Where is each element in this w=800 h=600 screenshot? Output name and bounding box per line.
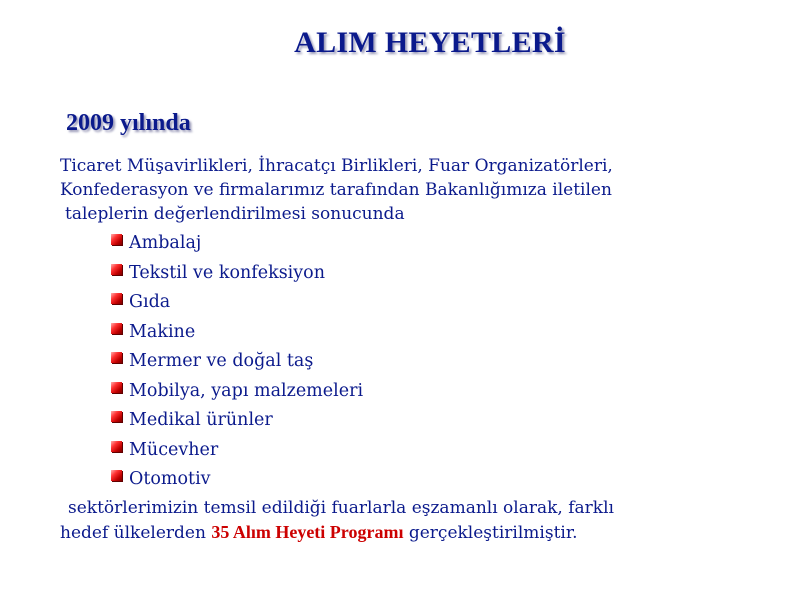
intro-line: Konfederasyon ve firmalarımız tarafından Bakanlığımıza iletilen <box>60 180 612 200</box>
list-item <box>111 318 363 348</box>
bullet-icon <box>111 264 122 275</box>
list-item <box>111 347 363 377</box>
outro-text-after: gerçekleştirilmiştir. <box>403 523 578 543</box>
list-item <box>111 229 363 259</box>
sector-label: Makine <box>129 321 196 342</box>
bullet-icon <box>111 352 122 363</box>
sector-label: Mücevher <box>129 439 219 460</box>
sector-label: Tekstil ve konfeksiyon <box>129 262 325 283</box>
sector-label: Medikal ürünler <box>129 410 273 430</box>
list-item <box>111 259 363 289</box>
program-count-highlight: 35 Alım Heyeti Programı <box>211 522 404 542</box>
intro-line: taleplerin değerlendirilmesi sonucunda <box>65 204 405 224</box>
bullet-icon <box>111 441 122 452</box>
sector-label: Mermer ve doğal taş <box>129 351 314 371</box>
list-item <box>111 377 363 407</box>
sector-label: Mobilya, yapı malzemeleri <box>129 380 364 401</box>
outro-line <box>60 520 744 545</box>
bullet-icon <box>111 323 122 334</box>
slide-title: ALIM HEYETLERİ <box>294 26 566 59</box>
list-item <box>111 465 363 495</box>
intro-line: Ticaret Müşavirlikleri, İhracatçı Birlikleri, Fuar Organizatörleri, <box>60 156 613 176</box>
outro-text-before: hedef ülkelerden <box>60 523 212 543</box>
outro-paragraph <box>60 496 744 545</box>
sector-list <box>111 229 363 495</box>
bullet-icon <box>111 234 122 245</box>
bullet-icon <box>111 293 122 304</box>
bullet-icon <box>111 382 122 393</box>
bullet-icon <box>111 470 122 481</box>
outro-line: sektörlerimizin temsil edildiği fuarlarla eşzamanlı olarak, farklı <box>68 498 614 518</box>
list-item <box>111 288 363 318</box>
sector-label: Gıda <box>129 292 171 312</box>
intro-paragraph <box>60 154 744 226</box>
sector-label: Ambalaj <box>129 233 202 253</box>
sector-label: Otomotiv <box>129 469 211 489</box>
slide-subtitle: 2009 yılında <box>66 110 191 136</box>
bullet-icon <box>111 411 122 422</box>
list-item <box>111 436 363 466</box>
list-item <box>111 406 363 436</box>
